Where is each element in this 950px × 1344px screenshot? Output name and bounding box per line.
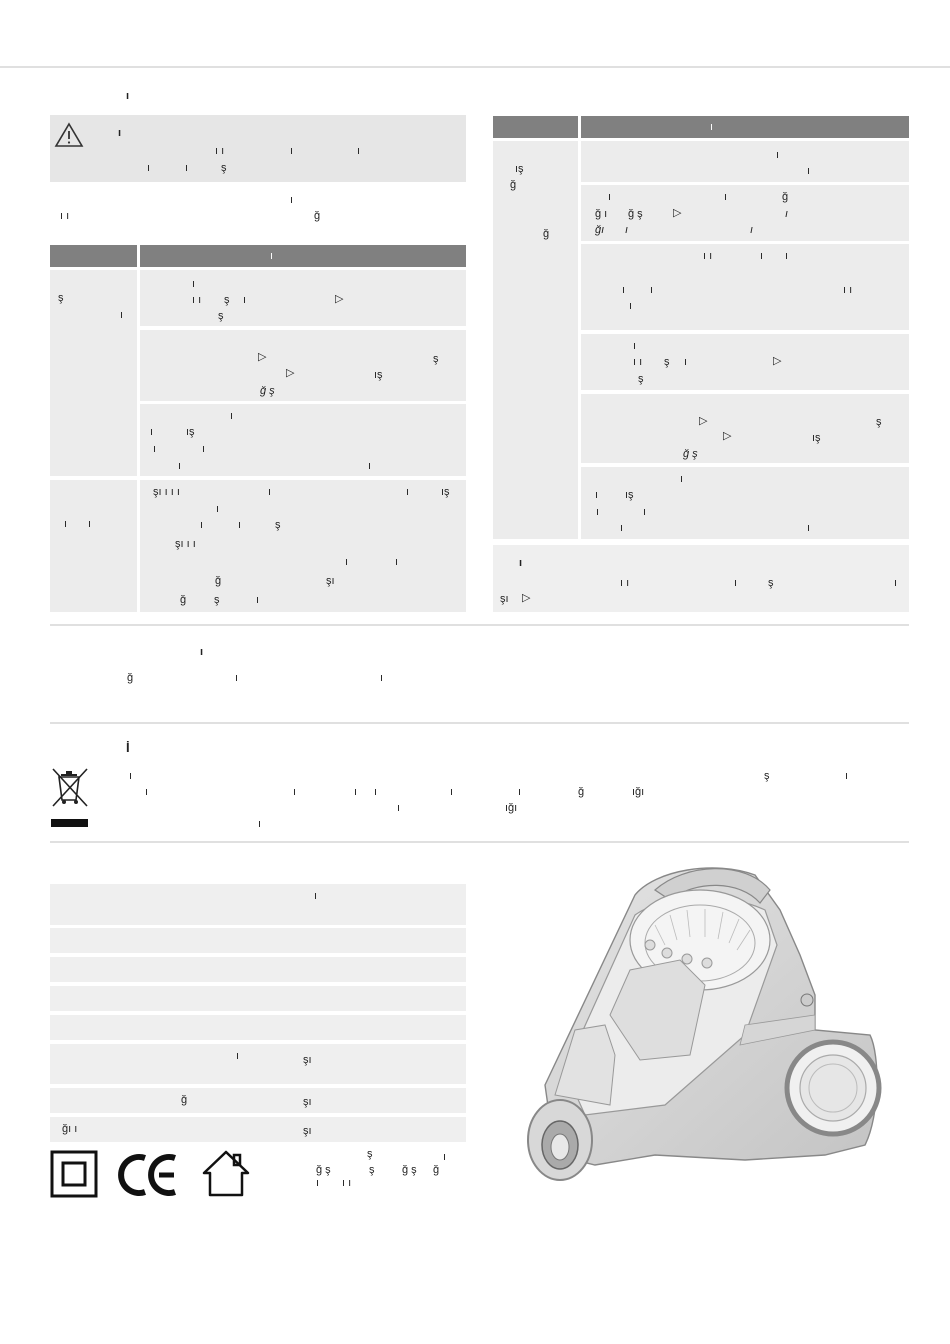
footnote-text: ş: [369, 1164, 375, 1176]
remedy-text: ı ı: [843, 284, 853, 296]
remedy-text: ış: [441, 486, 450, 498]
spec-row: [50, 957, 466, 982]
remedy-text: ş: [218, 310, 224, 322]
warning-text: ı: [147, 162, 151, 174]
spec-row: [50, 884, 466, 925]
remedy-text: ış: [186, 426, 195, 438]
disposal-text: ığı: [632, 786, 645, 798]
cause-label: ı: [64, 518, 68, 530]
weee-bin-icon: [48, 766, 92, 828]
footnote-text: ğ ş: [402, 1164, 417, 1176]
left-table-cause-cell: [50, 480, 137, 612]
remedy-text: ğ: [782, 191, 789, 203]
warning-text: ı: [185, 162, 189, 174]
disposal-text: ı: [258, 818, 262, 830]
remedy-text: ı: [368, 460, 372, 472]
disposal-text: ı: [354, 786, 358, 798]
divider: [50, 841, 909, 843]
remedy-text: ı: [633, 340, 637, 352]
intro-text: ı ı: [60, 210, 70, 222]
left-table-remedy-cell: [140, 404, 466, 476]
remedy-text: ı: [150, 426, 154, 438]
right-table-cause-cell: [493, 141, 578, 539]
remedy-text: ı: [153, 443, 157, 455]
warning-text: ş: [221, 162, 227, 174]
remedy-text: ı: [230, 410, 234, 422]
remedy-text: ı: [776, 149, 780, 161]
indoor-use-icon: [200, 1149, 252, 1199]
right-table-remedy-cell: [581, 394, 909, 463]
remedy-text: ş: [275, 519, 281, 531]
right-table-header-col1: [493, 116, 578, 138]
disposal-text: ı: [374, 786, 378, 798]
remedy-text: ğ ş: [260, 385, 275, 397]
spec-row: [50, 1044, 466, 1084]
remedy-text: ı ı: [703, 250, 713, 262]
warning-title: ı: [118, 127, 122, 139]
remedy-text: ı: [750, 224, 754, 236]
disposal-text: ı: [129, 770, 133, 782]
spec-label: ğı ı: [62, 1123, 78, 1135]
remedy-text: şı: [326, 575, 335, 587]
remedy-text: ı ı: [633, 356, 643, 368]
spec-value: şı: [303, 1054, 312, 1066]
remedy-text: ı: [625, 224, 629, 236]
remedy-text: ş: [224, 294, 230, 306]
remedy-text: ı: [807, 522, 811, 534]
remedy-text: ış: [625, 489, 634, 501]
remedy-text: ı: [202, 443, 206, 455]
footnote-text: ı: [316, 1177, 320, 1189]
remedy-text: ğı: [595, 224, 605, 236]
right-table-remedy-cell: [581, 141, 909, 182]
play-arrow-icon: ▷: [723, 430, 732, 442]
warning-text: ı: [290, 145, 294, 157]
disposal-text: ğ: [578, 786, 585, 798]
right-note-box: [493, 545, 909, 612]
play-arrow-icon: ▷: [335, 293, 344, 305]
right-table-remedy-cell: [581, 244, 909, 330]
remedy-text: ı ı: [192, 294, 202, 306]
remedy-text: ı: [596, 506, 600, 518]
footnote-text: ı: [443, 1151, 447, 1163]
disposal-text: ı: [397, 802, 401, 814]
spec-row: [50, 1015, 466, 1040]
note-text: ş: [768, 577, 774, 589]
double-insulation-icon: [50, 1150, 98, 1198]
play-arrow-icon: ▷: [258, 351, 267, 363]
note-text: şı: [500, 593, 509, 605]
remedy-text: ş: [214, 594, 220, 606]
play-arrow-icon: ▷: [699, 415, 708, 427]
remedy-text: ı: [620, 522, 624, 534]
disposal-heading: İ: [126, 740, 130, 755]
remedy-text: ı: [595, 489, 599, 501]
remedy-text: ı: [256, 594, 260, 606]
left-table-header-col1: [50, 245, 137, 267]
footnote-text: ğ: [433, 1164, 440, 1176]
disposal-text: ı: [845, 770, 849, 782]
note-text: ı: [894, 577, 898, 589]
cause-label: ı: [88, 518, 92, 530]
remedy-text: ğ ı: [595, 208, 608, 220]
warning-text: ı: [357, 145, 361, 157]
remedy-text: ı: [395, 556, 399, 568]
spec-value: şı: [303, 1096, 312, 1108]
remedy-text: ı: [268, 486, 272, 498]
ce-mark-icon: [118, 1152, 180, 1198]
spec-label: ı: [236, 1050, 240, 1062]
cause-label: ş: [58, 292, 64, 304]
right-table-header-label: ı: [710, 121, 714, 133]
disposal-text: ı: [450, 786, 454, 798]
remedy-text: ı: [760, 250, 764, 262]
remedy-text: ı: [406, 486, 410, 498]
remedy-text: ış: [812, 432, 821, 444]
remedy-text: ı: [650, 284, 654, 296]
play-arrow-icon: ▷: [673, 207, 682, 219]
footnote-text: ı ı: [342, 1177, 352, 1189]
left-table-remedy-cell: [140, 330, 466, 401]
remedy-text: ı: [216, 503, 220, 515]
left-table-header-col2: [140, 245, 466, 267]
left-table-header-label: ı: [270, 250, 274, 262]
remedy-text: ı: [785, 250, 789, 262]
remedy-text: şı ı ı ı: [153, 486, 180, 498]
right-table-header-col2: [581, 116, 909, 138]
spec-row: [50, 1088, 466, 1113]
left-table-remedy-cell: [140, 270, 466, 326]
disposal-text: ığı: [505, 802, 518, 814]
remedy-text: ğ ş: [683, 448, 698, 460]
remedy-text: şı ı ı: [175, 538, 196, 550]
remedy-text: ı: [345, 556, 349, 568]
spec-label: ğ: [181, 1094, 188, 1106]
remedy-text: ı: [200, 519, 204, 531]
top-rule: [0, 66, 950, 68]
disposal-text: ı: [518, 786, 522, 798]
play-arrow-icon: ▷: [773, 355, 782, 367]
note-heading: ı: [200, 646, 204, 658]
remedy-text: ı: [192, 278, 196, 290]
remedy-text: ı: [680, 473, 684, 485]
cause-label: ış: [515, 163, 524, 175]
spec-row: [50, 986, 466, 1011]
disposal-text: ı: [293, 786, 297, 798]
note-text: ı: [734, 577, 738, 589]
remedy-text: ı: [684, 356, 688, 368]
note-title: ı: [519, 557, 523, 569]
warning-text: ı ı: [215, 145, 225, 157]
section-heading: ı: [126, 90, 130, 102]
remedy-text: ş: [433, 353, 439, 365]
remedy-text: ı: [243, 294, 247, 306]
note-text: ı: [235, 672, 239, 684]
note-text: ı ı: [620, 577, 630, 589]
warning-triangle-icon: [54, 121, 84, 149]
remedy-text: ğ: [215, 575, 222, 587]
cause-label: ı: [120, 309, 124, 321]
remedy-text: ş: [664, 356, 670, 368]
right-table-remedy-cell: [581, 334, 909, 390]
remedy-text: ğ ş: [628, 208, 643, 220]
cause-label: ğ: [543, 228, 550, 240]
spec-row: [50, 928, 466, 953]
spec-row: [50, 1117, 466, 1142]
remedy-text: ı: [724, 191, 728, 203]
cause-label: ğ: [510, 179, 517, 191]
remedy-text: ı: [785, 208, 789, 220]
remedy-text: ı: [807, 165, 811, 177]
remedy-text: ş: [638, 373, 644, 385]
divider: [50, 722, 909, 724]
note-text: ı: [380, 672, 384, 684]
right-table-remedy-cell: [581, 467, 909, 539]
play-arrow-icon: ▷: [522, 592, 531, 604]
remedy-text: ı: [238, 519, 242, 531]
remedy-text: ı: [643, 506, 647, 518]
remedy-text: ış: [374, 369, 383, 381]
play-arrow-icon: ▷: [286, 367, 295, 379]
remedy-text: ş: [876, 416, 882, 428]
divider: [50, 624, 909, 626]
disposal-text: ş: [764, 770, 770, 782]
intro-text: ğ: [314, 210, 321, 222]
remedy-text: ı: [629, 300, 633, 312]
disposal-text: ı: [145, 786, 149, 798]
remedy-text: ı: [608, 191, 612, 203]
spec-value: ı: [314, 890, 318, 902]
intro-text: ı: [290, 194, 294, 206]
remedy-text: ı: [178, 460, 182, 472]
note-text: ğ: [127, 672, 134, 684]
spec-value: şı: [303, 1125, 312, 1137]
remedy-text: ı: [622, 284, 626, 296]
remedy-text: ğ: [180, 594, 187, 606]
warning-box: [50, 115, 466, 182]
footnote-text: ğ ş: [316, 1164, 331, 1176]
vacuum-cleaner-image: [515, 855, 895, 1205]
footnote-text: ş: [367, 1148, 373, 1160]
